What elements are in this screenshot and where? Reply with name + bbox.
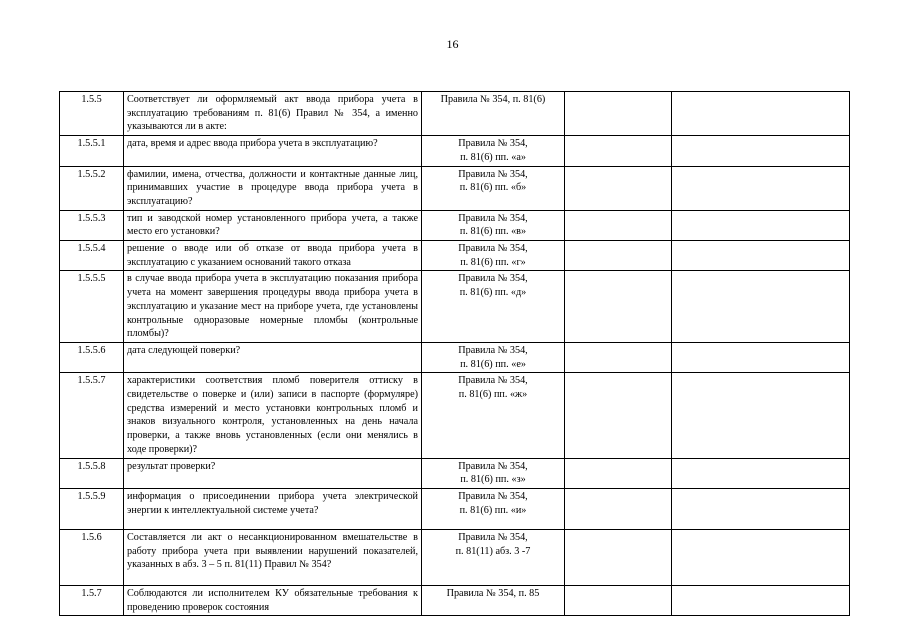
answer-cell[interactable] (565, 136, 672, 166)
answer-cell[interactable] (565, 529, 672, 585)
row-number: 1.5.5 (60, 92, 124, 136)
row-number: 1.5.5.6 (60, 342, 124, 372)
page-number: 16 (446, 37, 459, 51)
answer-cell[interactable] (565, 271, 672, 343)
table-row (60, 166, 850, 210)
legal-reference: Правила № 354, п. 81(6) пп. «б» (422, 166, 565, 210)
note-cell[interactable] (672, 342, 850, 372)
question-text: в случае ввода прибора учета в эксплуатацию показания прибора учета на момент завершения процедуры ввода прибора учета в эксплуатацию и указание мест на приборе учета, где установлены контрольные одноразовые номерные пломбы (контрольные пломбы)? (124, 271, 422, 343)
legal-reference: Правила № 354, п. 81(6) пп. «а» (422, 136, 565, 166)
table-row (60, 585, 850, 615)
legal-reference: Правила № 354, п. 81(6) пп. «д» (422, 271, 565, 343)
row-number: 1.5.5.4 (60, 241, 124, 271)
question-text: информация о присоединении прибора учета электрической энергии к интеллектуальной системе учета? (124, 488, 422, 529)
note-cell[interactable] (672, 585, 850, 615)
row-number: 1.5.5.7 (60, 373, 124, 458)
answer-cell[interactable] (565, 488, 672, 529)
table-row (60, 373, 850, 458)
note-cell[interactable] (672, 166, 850, 210)
question-text: Составляется ли акт о несанкционированном вмешательстве в работу прибора учета при выявлении нарушений показателей, указанных в абз. 3 – 5 п. 81(11) Правил № 354? (124, 529, 422, 585)
table-row (60, 136, 850, 166)
question-text: дата следующей поверки? (124, 342, 422, 372)
question-text: характеристики соответствия пломб поверителя оттиску в свидетельстве о поверке и (или) записи в паспорте (формуляре) средства измерений и место установки контрольных пломб и знаков визуального контроля, установленных на день начала проверки, а также вновь установленных (если они менялись в ходе проверки)? (124, 373, 422, 458)
table-row (60, 529, 850, 585)
table-row (60, 271, 850, 343)
legal-reference: Правила № 354, п. 81(6) пп. «г» (422, 241, 565, 271)
table-row (60, 342, 850, 372)
row-number: 1.5.5.1 (60, 136, 124, 166)
note-cell[interactable] (672, 241, 850, 271)
answer-cell[interactable] (565, 373, 672, 458)
legal-reference: Правила № 354, п. 81(6) пп. «в» (422, 210, 565, 240)
answer-cell[interactable] (565, 585, 672, 615)
row-number: 1.5.5.8 (60, 458, 124, 488)
question-text: решение о вводе или об отказе от ввода прибора учета в эксплуатацию с указанием оснований такого отказа (124, 241, 422, 271)
row-number: 1.5.5.9 (60, 488, 124, 529)
answer-cell[interactable] (565, 166, 672, 210)
legal-reference: Правила № 354, п. 81(6) пп. «з» (422, 458, 565, 488)
note-cell[interactable] (672, 458, 850, 488)
row-number: 1.5.5.3 (60, 210, 124, 240)
answer-cell[interactable] (565, 92, 672, 136)
table-row (60, 92, 850, 136)
note-cell[interactable] (672, 529, 850, 585)
answer-cell[interactable] (565, 241, 672, 271)
checklist-table (59, 91, 850, 616)
note-cell[interactable] (672, 488, 850, 529)
question-text: фамилии, имена, отчества, должности и контактные данные лиц, принимавших участие в процедуре ввода прибора учета в эксплуатацию? (124, 166, 422, 210)
question-text: Соответствует ли оформляемый акт ввода прибора учета в эксплуатацию требованиям п. 81(6) Правил № 354, а именно указываются ли в акте: (124, 92, 422, 136)
row-number: 1.5.5.5 (60, 271, 124, 343)
answer-cell[interactable] (565, 458, 672, 488)
table-row (60, 210, 850, 240)
legal-reference: Правила № 354, п. 81(11) абз. 3 -7 (422, 529, 565, 585)
note-cell[interactable] (672, 373, 850, 458)
answer-cell[interactable] (565, 342, 672, 372)
row-number: 1.5.5.2 (60, 166, 124, 210)
legal-reference: Правила № 354, п. 81(6) пп. «и» (422, 488, 565, 529)
note-cell[interactable] (672, 271, 850, 343)
question-text: Соблюдаются ли исполнителем КУ обязательные требования к проведению проверок состояния (124, 585, 422, 615)
question-text: дата, время и адрес ввода прибора учета в эксплуатацию? (124, 136, 422, 166)
legal-reference: Правила № 354, п. 81(6) (422, 92, 565, 136)
note-cell[interactable] (672, 92, 850, 136)
legal-reference: Правила № 354, п. 81(6) пп. «е» (422, 342, 565, 372)
legal-reference: Правила № 354, п. 81(6) пп. «ж» (422, 373, 565, 458)
row-number: 1.5.7 (60, 585, 124, 615)
table-row (60, 241, 850, 271)
table-row (60, 488, 850, 529)
answer-cell[interactable] (565, 210, 672, 240)
note-cell[interactable] (672, 210, 850, 240)
table-row (60, 458, 850, 488)
legal-reference: Правила № 354, п. 85 (422, 585, 565, 615)
question-text: результат проверки? (124, 458, 422, 488)
row-number: 1.5.6 (60, 529, 124, 585)
question-text: тип и заводской номер установленного прибора учета, а также место его установки? (124, 210, 422, 240)
note-cell[interactable] (672, 136, 850, 166)
